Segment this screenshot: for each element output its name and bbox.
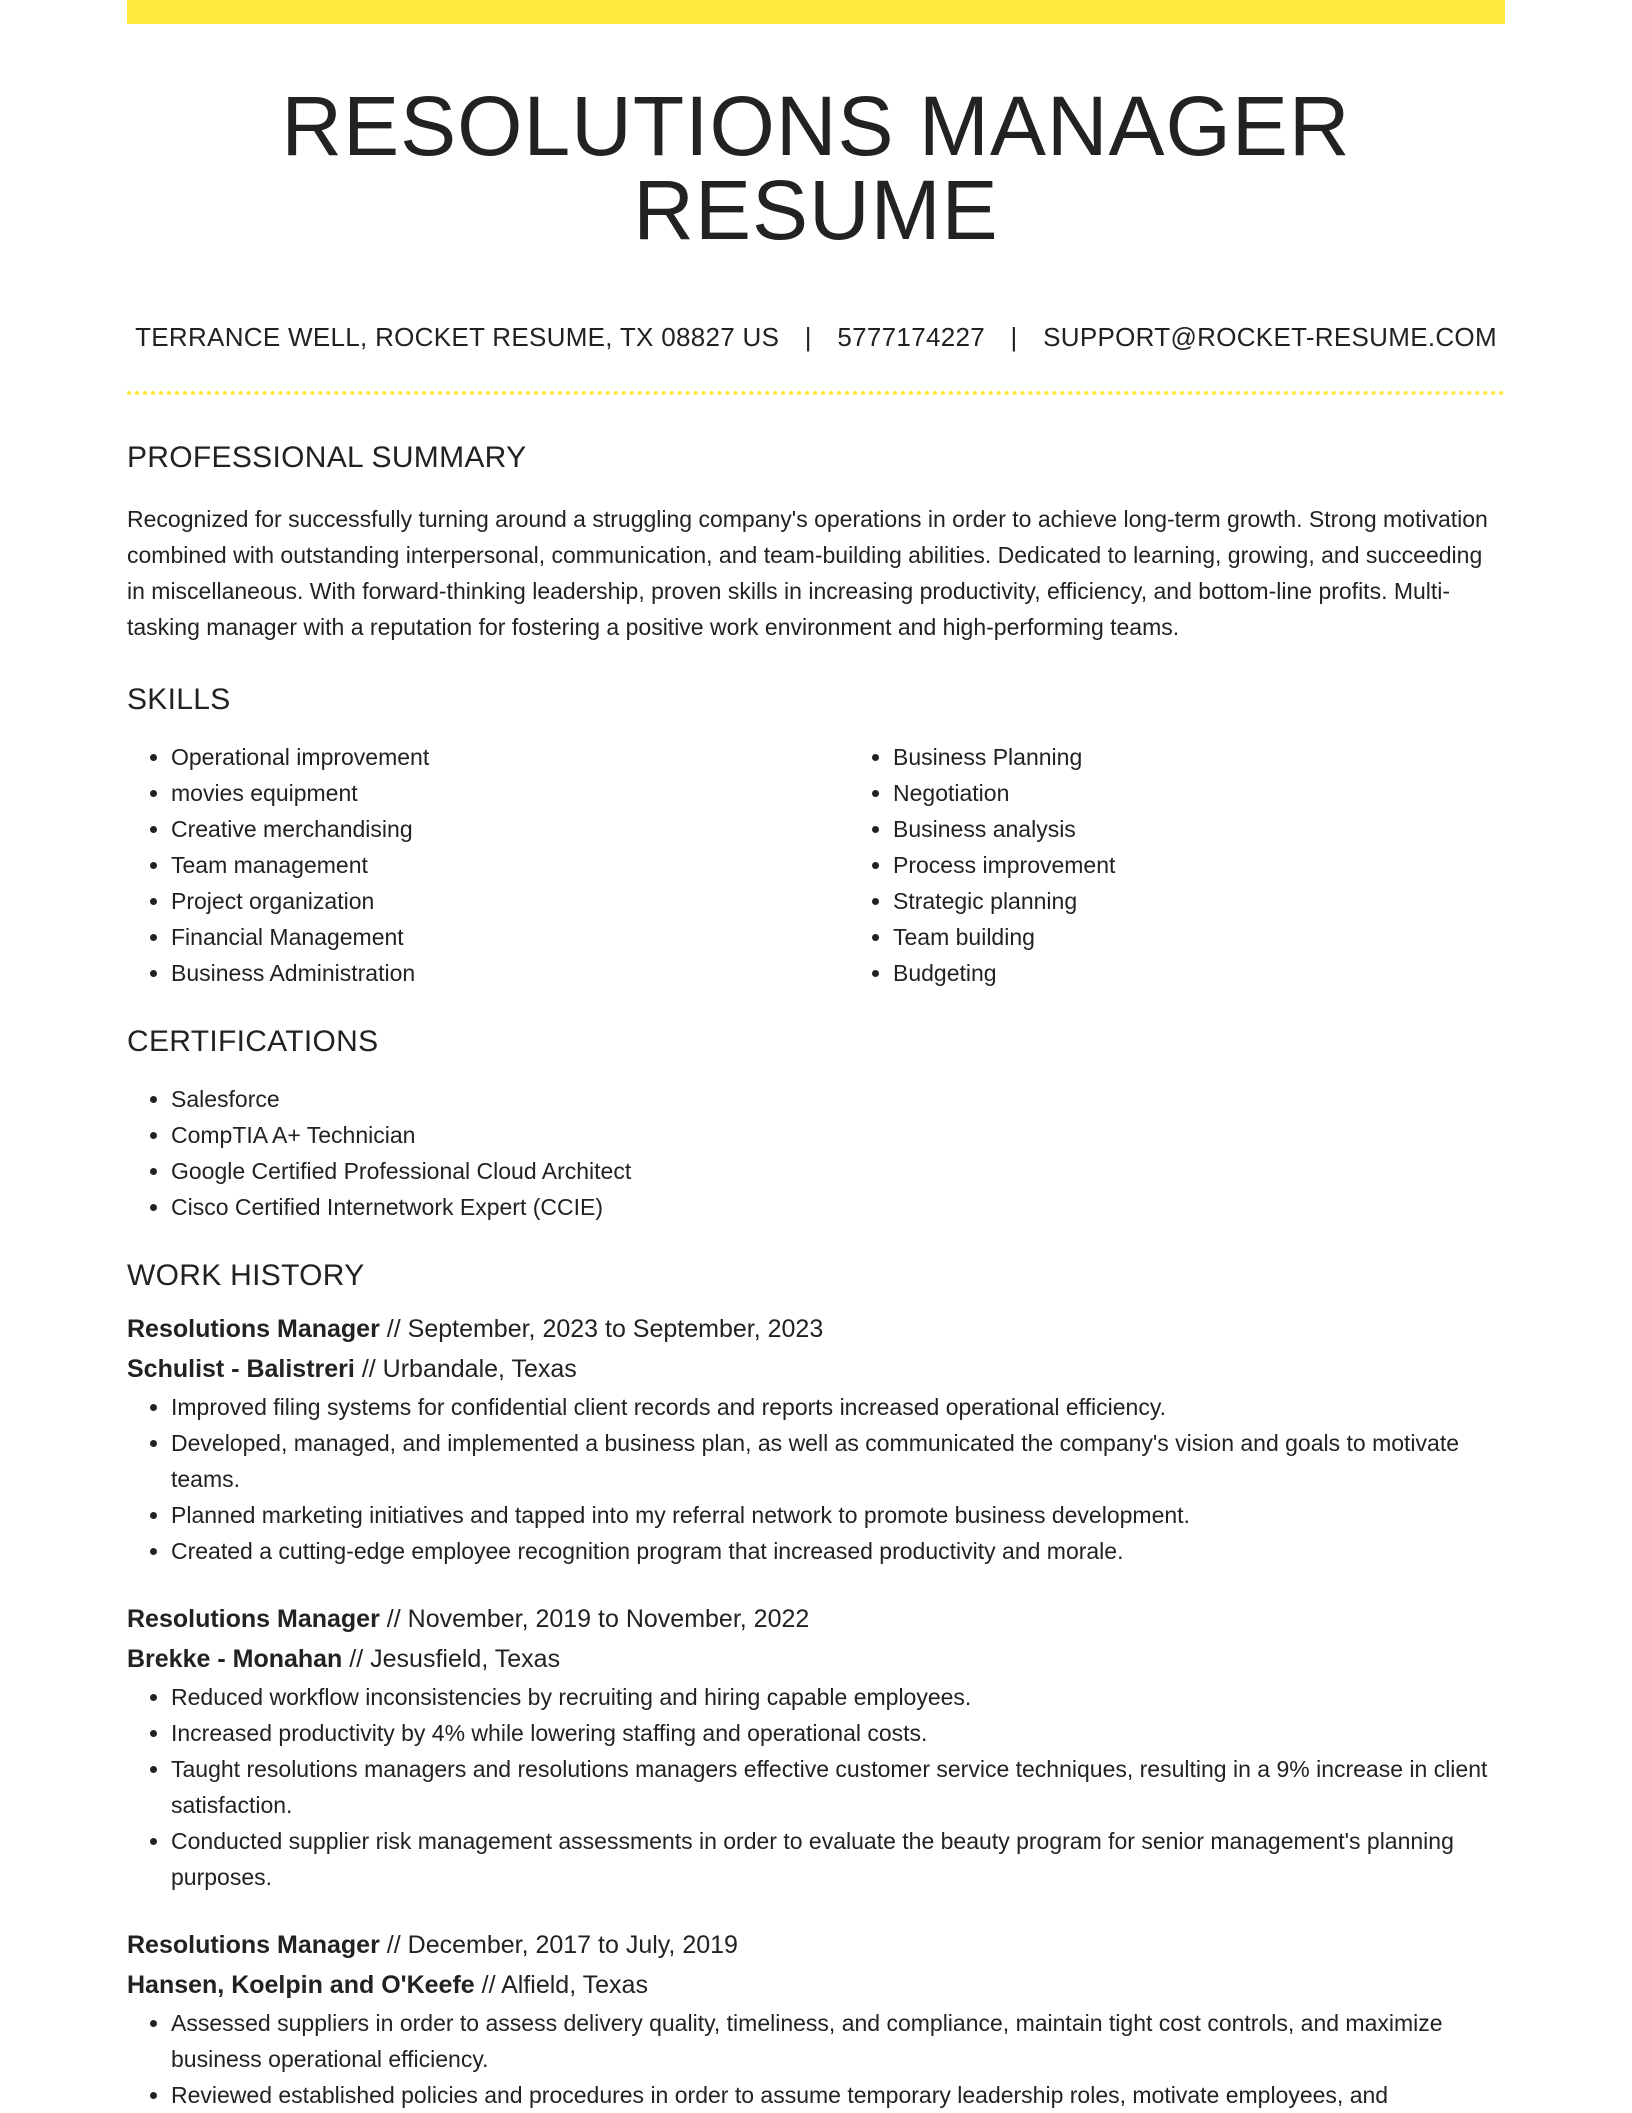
job-duties-list <box>127 1679 1505 1895</box>
job-company: Hansen, Koelpin and O'Keefe <box>127 1971 475 1999</box>
resume-page <box>127 0 1505 2113</box>
skill-item: • Team building <box>893 919 1571 955</box>
job-company-line <box>127 1349 1505 1389</box>
skill-item: • Negotiation <box>893 775 1571 811</box>
job-duty: • Planned marketing initiatives and tapped into my referral network to promote business development. <box>171 1497 1505 1533</box>
certifications-list <box>127 1081 1505 1225</box>
certification-item: • Google Certified Professional Cloud Architect <box>171 1153 1505 1189</box>
accent-top-bar <box>127 0 1505 24</box>
job-role: Resolutions Manager <box>127 1931 380 1959</box>
contact-email: SUPPORT@ROCKET-RESUME.COM <box>1043 322 1497 352</box>
skill-item: • Team management <box>171 847 849 883</box>
job-duties-list <box>127 1389 1505 1569</box>
job-duty: • Conducted supplier risk management assessments in order to evaluate the beauty program for senior management's planning purposes. <box>171 1823 1505 1895</box>
certifications-heading: CERTIFICATIONS <box>127 1025 379 1058</box>
skill-item: • Business Administration <box>171 955 849 991</box>
summary-text: Recognized for successfully turning around a struggling company's operations in order to achieve long-term growth. Strong motivation combined with outstanding interpersonal, communication, and team-building abilities. Dedicated to learning, growing, and succeeding in miscellaneous. With forward-thinking leadership, proven skills in increasing productivity, efficiency, and bottom-line profits. Multi-tasking manager with a reputation for fostering a positive work environment and high-performing teams. <box>127 506 1488 640</box>
job-duty: • Developed, managed, and implemented a business plan, as well as communicated the company's vision and goals to motivate teams. <box>171 1425 1505 1497</box>
job-divider: // <box>386 1931 401 1959</box>
skill-item: • Creative merchandising <box>171 811 849 847</box>
job-location: Urbandale, Texas <box>382 1355 577 1383</box>
skill-item: • Strategic planning <box>893 883 1571 919</box>
job-entry <box>127 1599 1505 1895</box>
job-location: Jesusfield, Texas <box>370 1645 561 1673</box>
job-title-line <box>127 1599 1505 1639</box>
work-history-heading: WORK HISTORY <box>127 1259 365 1292</box>
skill-item: • Business analysis <box>893 811 1571 847</box>
job-company: Brekke - Monahan <box>127 1645 343 1673</box>
job-duty: • Increased productivity by 4% while lowering staffing and operational costs. <box>171 1715 1505 1751</box>
job-entry <box>127 1309 1505 1569</box>
skill-item: • Process improvement <box>893 847 1571 883</box>
job-duty: • Taught resolutions managers and resolutions managers effective customer service techniques, resulting in a 9% increase in client satisfaction. <box>171 1751 1505 1823</box>
skills-section <box>127 683 1505 991</box>
job-dates: December, 2017 to July, 2019 <box>407 1931 738 1959</box>
job-company-line <box>127 1639 1505 1679</box>
job-duty: • Reduced workflow inconsistencies by recruiting and hiring capable employees. <box>171 1679 1505 1715</box>
job-company-line <box>127 1965 1505 2005</box>
job-role: Resolutions Manager <box>127 1605 380 1633</box>
skills-heading: SKILLS <box>127 683 231 716</box>
job-company: Schulist - Balistreri <box>127 1355 355 1383</box>
job-divider: // <box>349 1645 364 1673</box>
skill-item: • Financial Management <box>171 919 849 955</box>
skill-item: • Business Planning <box>893 739 1571 775</box>
contact-address: TERRANCE WELL, ROCKET RESUME, TX 08827 US <box>135 322 780 352</box>
job-title-line <box>127 1309 1505 1349</box>
job-title-line <box>127 1925 1505 1965</box>
job-entry <box>127 1925 1505 2113</box>
certifications-section <box>127 1025 1505 1225</box>
contact-phone: 5777174227 <box>837 322 985 352</box>
certification-item: • CompTIA A+ Technician <box>171 1117 1505 1153</box>
summary-heading: PROFESSIONAL SUMMARY <box>127 441 527 474</box>
resume-title: RESOLUTIONS MANAGER RESUME <box>281 79 1351 257</box>
job-duty: • Improved filing systems for confidential client records and reports increased operational efficiency. <box>171 1389 1505 1425</box>
work-history-section <box>127 1259 1505 2113</box>
job-divider: // <box>386 1605 401 1633</box>
job-role: Resolutions Manager <box>127 1315 380 1343</box>
job-duty: • Created a cutting-edge employee recognition program that increased productivity and morale. <box>171 1533 1505 1569</box>
contact-line <box>127 322 1505 353</box>
job-location: Alfield, Texas <box>501 1971 648 1999</box>
job-divider: // <box>386 1315 401 1343</box>
certification-item: • Cisco Certified Internetwork Expert (CCIE) <box>171 1189 1505 1225</box>
job-divider: // <box>481 1971 496 1999</box>
skill-item: • Budgeting <box>893 955 1571 991</box>
job-duty: • Reviewed established policies and procedures in order to assume temporary leadership roles, motivate employees, and <box>171 2077 1505 2113</box>
job-divider: // <box>361 1355 376 1383</box>
job-dates: September, 2023 to September, 2023 <box>407 1315 824 1343</box>
skills-list-left <box>127 739 849 991</box>
contact-separator: | <box>1010 322 1018 352</box>
skill-item: • movies equipment <box>171 775 849 811</box>
skill-item: • Operational improvement <box>171 739 849 775</box>
job-dates: November, 2019 to November, 2022 <box>407 1605 810 1633</box>
dotted-divider <box>127 391 1505 395</box>
job-duty: • Assessed suppliers in order to assess delivery quality, timeliness, and compliance, maintain tight cost controls, and maximize business operational efficiency. <box>171 2005 1505 2077</box>
contact-separator: | <box>804 322 812 352</box>
skills-list-right <box>849 739 1571 991</box>
certification-item: • Salesforce <box>171 1081 1505 1117</box>
summary-section <box>127 441 1505 645</box>
skill-item: • Project organization <box>171 883 849 919</box>
job-duties-list <box>127 2005 1505 2113</box>
